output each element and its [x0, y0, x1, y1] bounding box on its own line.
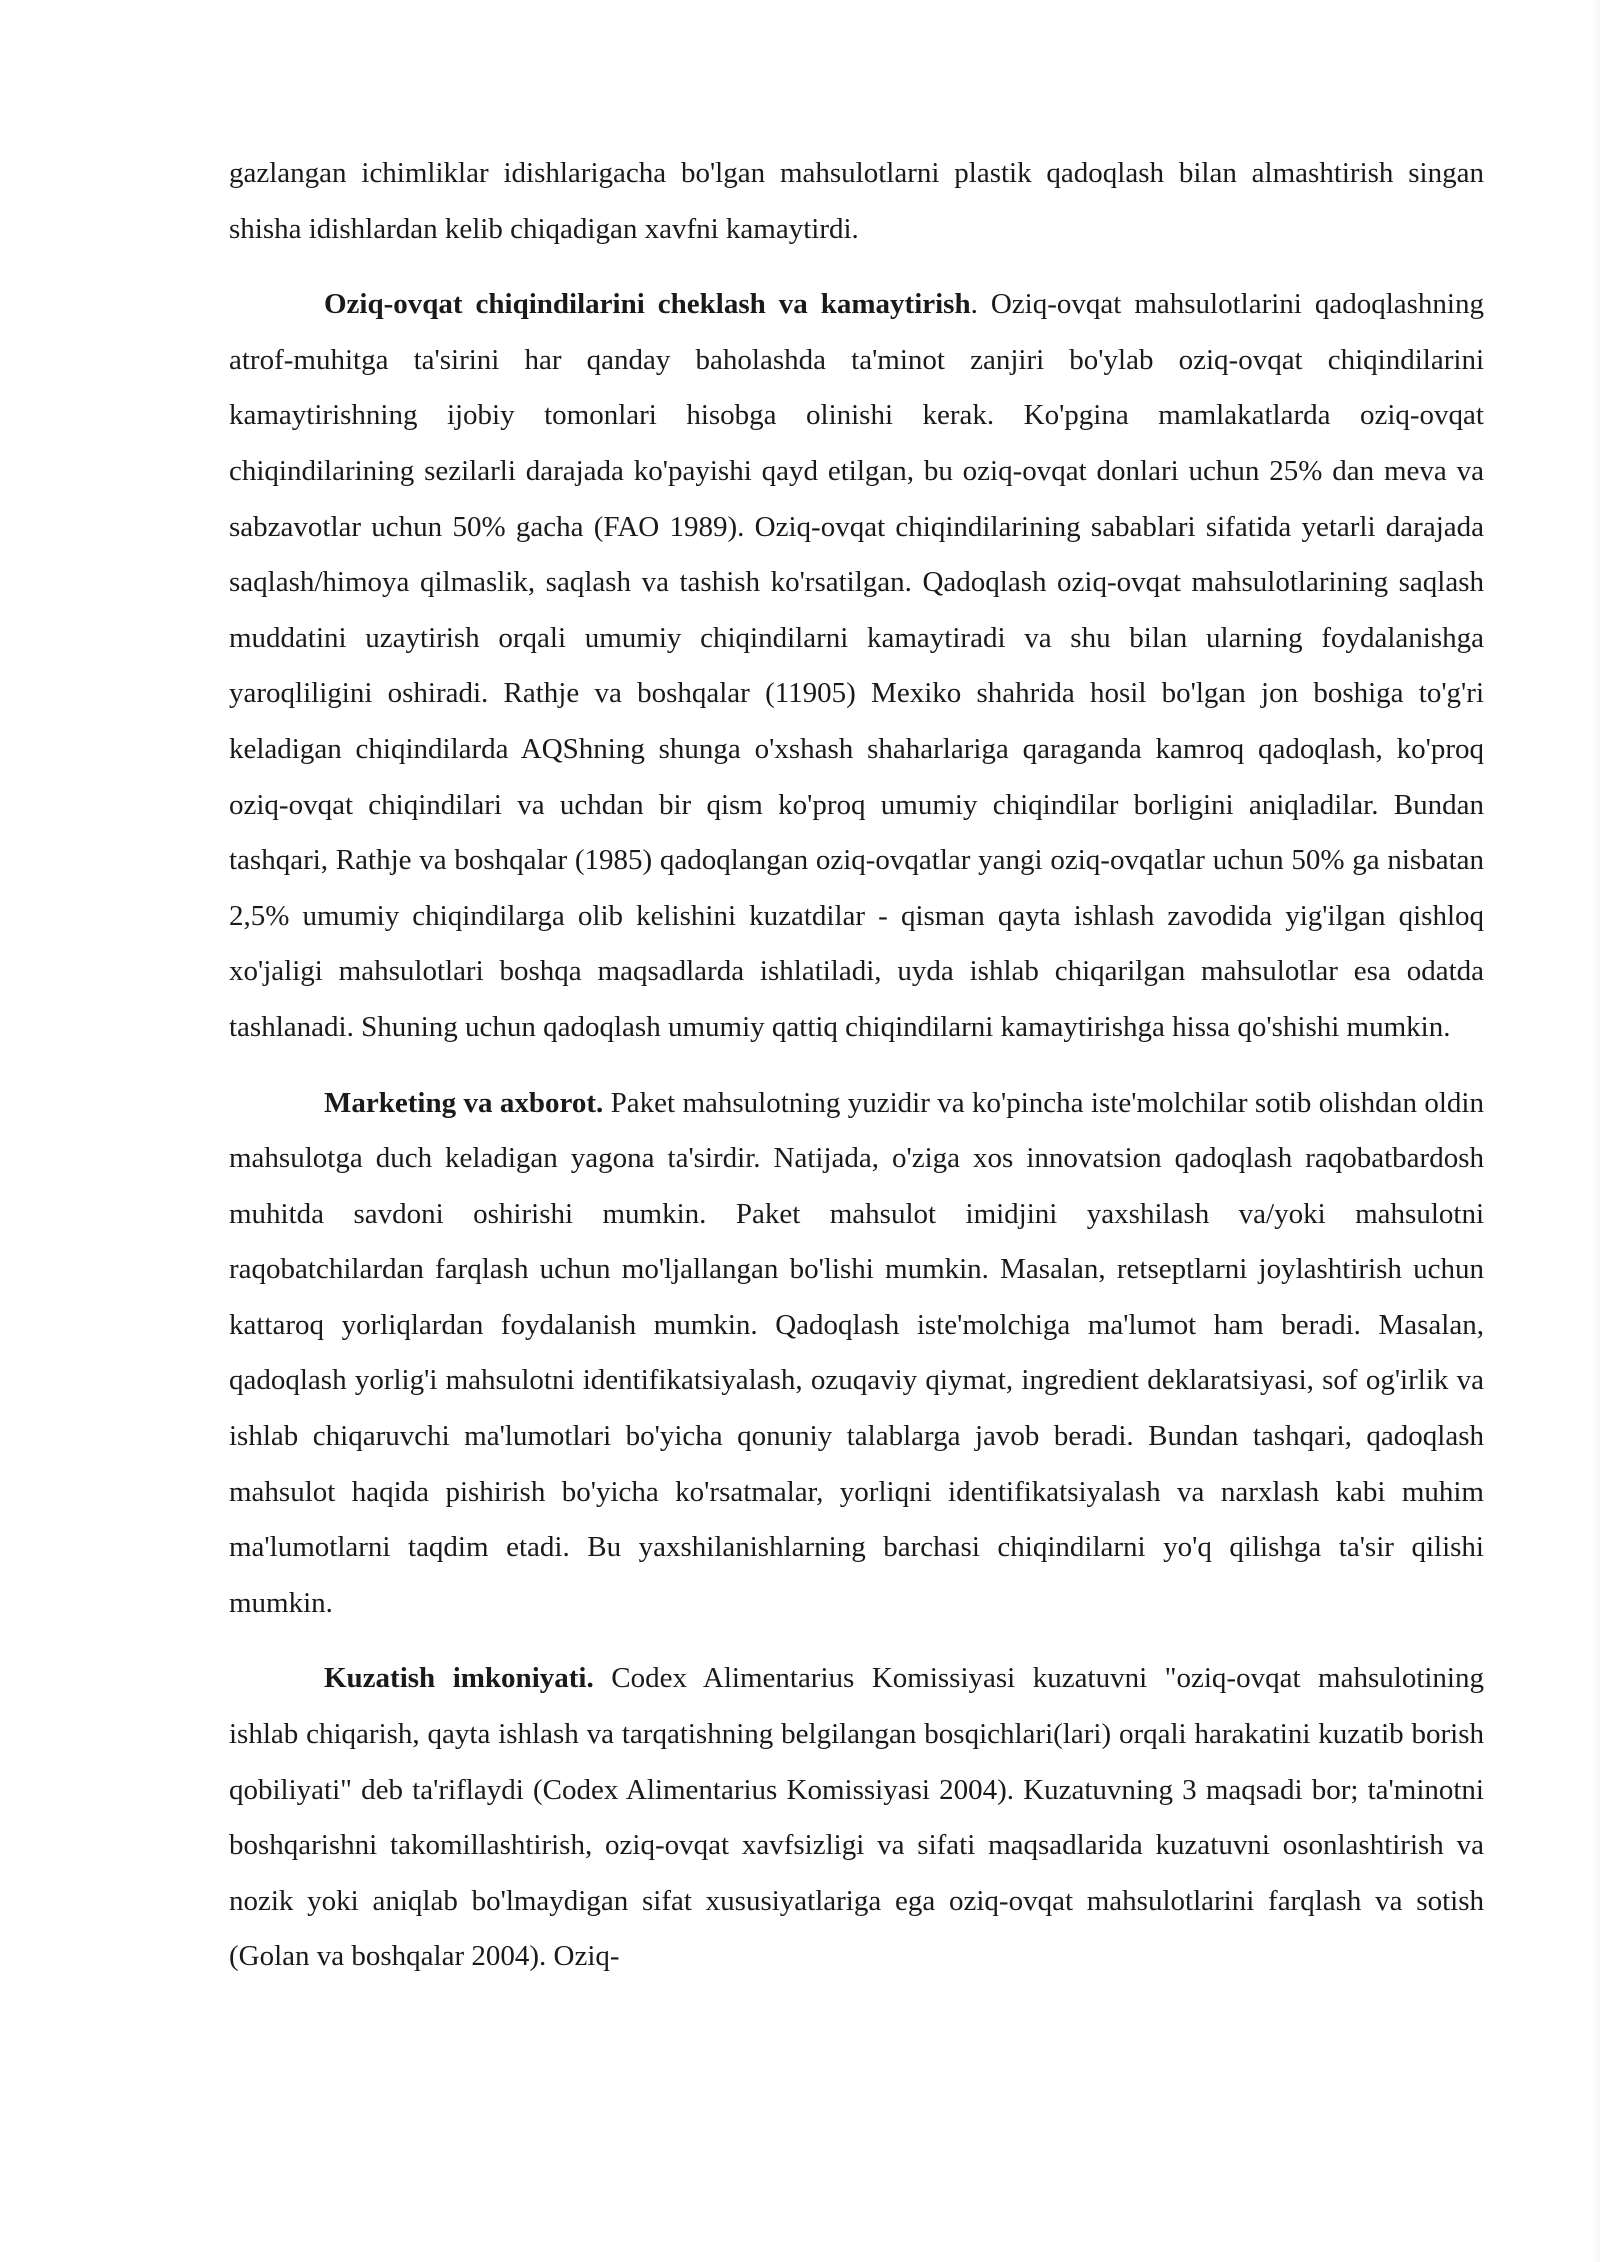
paragraph-traceability — [229, 1651, 1484, 1985]
paragraph-text: Codex Alimentarius Komissiyasi kuzatuvni "oziq-ovqat mahsulotining ishlab chiqarish, qayta ishlash va tarqatishning belgilangan bosqichlari(lari) orqali harakatini kuzatib borish qobiliyati" deb ta'riflaydi (Codex Alimentarius Komissiyasi 2004). Kuzatuvning 3 maqsadi bor; ta'minotni boshqarishni takomillashtirish, oziq-ovqat xavfsizligi va sifati maqsadlarida kuzatuvni osonlashtirish va nozik yoki aniqlab bo'lmaydigan sifat xususiyatlariga ega oziq-ovqat mahsulotlarini farqlash va sotish (Golan va boshqalar 2004). Oziq- — [229, 1662, 1484, 1973]
section-heading-traceability: Kuzatish imkoniyati. — [324, 1662, 594, 1695]
section-heading-food-waste: Oziq-ovqat chiqindilarini cheklash va kamaytirish — [324, 288, 971, 321]
paragraph-continuation — [229, 146, 1484, 257]
paragraph-text: . Oziq-ovqat mahsulotlarini qadoqlashning atrof-muhitga ta'sirini har qanday baholashda ta'minot zanjiri bo'ylab oziq-ovqat chiqindilarini kamaytirishning ijobiy tomonlari hisobga olinishi kerak. Ko'pgina mamlakatlarda oziq-ovqat chiqindilarining sezilarli darajada ko'payishi qayd etilgan, bu oziq-ovqat donlari uchun 25% dan meva va sabzavotlar uchun 50% gacha (FAO 1989). Oziq-ovqat chiqindilarining sabablari sifatida yetarli darajada saqlash/himoya qilmaslik, saqlash va tashish ko'rsatilgan. Qadoqlash oziq-ovqat mahsulotlarining saqlash muddatini uzaytirish orqali umumiy chiqindilarni kamaytiradi va shu bilan ularning foydalanishga yaroqliligini oshiradi. Rathje va boshqalar (11905) Mexiko shahrida hosil bo'lgan jon boshiga to'g'ri keladigan chiqindilarda AQShning shunga o'xshash shaharlariga qaraganda kamroq qadoqlash, ko'proq oziq-ovqat chiqindilari va uchdan bir qism ko'proq umumiy chiqindilar borligini aniqladilar. Bundan tashqari, Rathje va boshqalar (1985) qadoqlangan oziq-ovqatlar yangi oziq-ovqatlar uchun 50% ga nisbatan 2,5% umumiy chiqindilarga olib kelishini kuzatdilar - qisman qayta ishlash zavodida yig'ilgan qishloq xo'jaligi mahsulotlari boshqa maqsadlarda ishlatiladi, uyda ishlab chiqarilgan mahsulotlar esa odatda tashlanadi. Shuning uchun qadoqlash umumiy qattiq chiqindilarni kamaytirishga hissa qo'shishi mumkin. — [229, 288, 1484, 1043]
page-edge-shadow — [1590, 0, 1600, 2262]
paragraph-food-waste — [229, 277, 1484, 1055]
section-heading-marketing: Marketing va axborot. — [324, 1086, 604, 1119]
paragraph-text: Paket mahsulotning yuzidir va ko'pincha iste'molchilar sotib olishdan oldin mahsulotga duch keladigan yagona ta'sirdir. Natijada, o'ziga xos innovatsion qadoqlash raqobatbardosh muhitda savdoni oshirishi mumkin. Paket mahsulot imidjini yaxshilash va/yoki mahsulotni raqobatchilardan farqlash uchun mo'ljallangan bo'lishi mumkin. Masalan, retseptlarni joylashtirish uchun kattaroq yorliqlardan foydalanish mumkin. Qadoqlash iste'molchiga ma'lumot ham beradi. Masalan, qadoqlash yorlig'i mahsulotni identifikatsiyalash, ozuqaviy qiymat, ingredient deklaratsiyasi, sof og'irlik va ishlab chiqaruvchi ma'lumotlari bo'yicha qonuniy talablarga javob beradi. Bundan tashqari, qadoqlash mahsulot haqida pishirish bo'yicha ko'rsatmalar, yorliqni identifikatsiyalash va narxlash kabi muhim ma'lumotlarni taqdim etadi. Bu yaxshilanishlarning barchasi chiqindilarni yo'q qilishga ta'sir qilishi mumkin. — [229, 1086, 1484, 1619]
paragraph-text: gazlangan ichimliklar idishlarigacha bo'lgan mahsulotlarni plastik qadoqlash bilan almashtirish singan shisha idishlardan kelib chiqadigan xavfni kamaytirdi. — [229, 157, 1484, 245]
paragraph-marketing — [229, 1076, 1484, 1632]
document-body — [229, 146, 1484, 2005]
